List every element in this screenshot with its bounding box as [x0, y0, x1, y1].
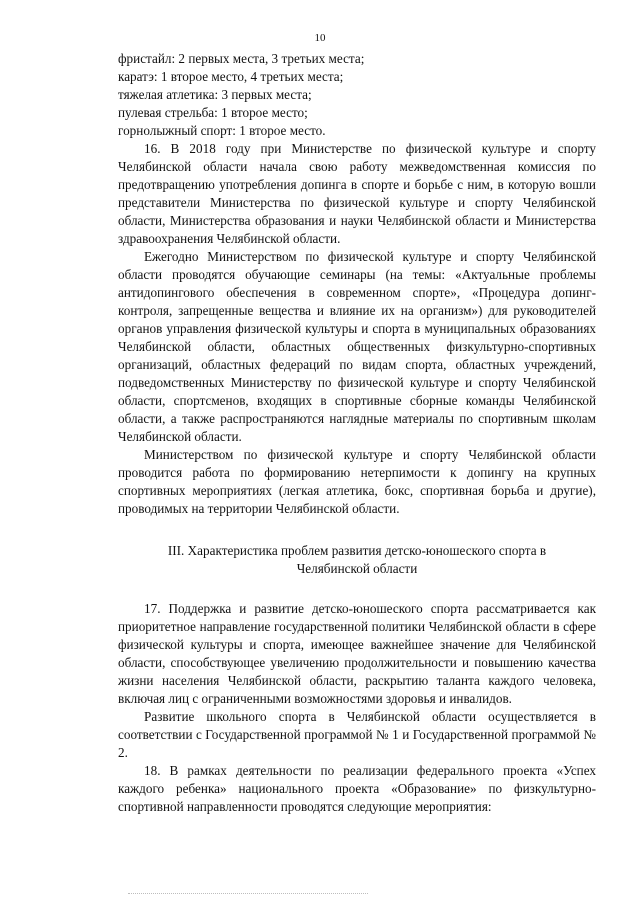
section-heading-line2: Челябинской области [296, 561, 418, 576]
paragraph-intolerance: Министерством по физической культуре и спорту Челябинской области проводится работа по формированию нетерпимости к допингу на крупных спортивных мероприятиях (легкая атлетика, бокс, спортивная борьба и другие), проводимых на территории Челябинской области. [118, 447, 596, 516]
paragraph-seminars: Ежегодно Министерством по физической культуре и спорту Челябинской области проводятся обучающие семинары (на темы: «Актуальные проблемы антидопингового обеспечения в современном спорте», «Процедура допинг-контроля, запрещенные вещества и влияние их на организм») для руководителей органов управления физической культуры и спорта в муниципальных образованиях Челябинской области, областных общественных физкультурно-спортивных организаций, областных федераций по видам спорта, областных учреждений, подведомственных Министерству по физической культуре и спорту Челябинской области, спортсменов, входящих в спортивные сборные команды Челябинской области, а также распространяются наглядные материалы по спортивным школам Челябинской области. [118, 249, 596, 444]
paragraph-16: 16. В 2018 году при Министерстве по физической культуре и спорту Челябинской области начала свою работу межведомственная комиссия по предотвращению употребления допинга в спорте и борьбе с ним, в которую вошли представители Министерства по физической культуре и спорту Челябинской области, Министерства образования и науки Челябинской области и Министерства здравоохранения Челябинской области. [118, 141, 596, 246]
list-item: горнолыжный спорт: 1 второе место. [118, 123, 326, 138]
list-item: тяжелая атлетика: 3 первых места; [118, 87, 312, 102]
list-item: пулевая стрельба: 1 второе место; [118, 105, 308, 120]
list-item: каратэ: 1 второе место, 4 третьих места; [118, 69, 344, 84]
paragraph-18: 18. В рамках деятельности по реализации федерального проекта «Успех каждого ребенка» национального проекта «Образование» по физкультурно-спортивной направленности проводятся следующие мероприятия: [118, 763, 596, 814]
paragraph-17: 17. Поддержка и развитие детско-юношеского спорта рассматривается как приоритетное направление государственной политики Челябинской области в сфере физической культуры и спорта, имеющее важнейшее значение для Челябинской области, способствующее увеличению продолжительности и повышению качества жизни населения Челябинской области, раскрытию таланта каждого человека, включая лиц с ограниченными возможностями здоровья и инвалидов. [118, 601, 596, 706]
list-item: фристайл: 2 первых места, 3 третьих места; [118, 51, 365, 66]
section-heading [118, 542, 596, 578]
document-body [118, 50, 596, 816]
page-number: 10 [314, 32, 326, 44]
bottom-divider [128, 893, 368, 894]
section-heading-line1: III. Характеристика проблем развития детско-юношеского спорта в [167, 543, 547, 558]
paragraph-school-sport: Развитие школьного спорта в Челябинской области осуществляется в соответствии с Государственной программой № 1 и Государственной программой № 2. [118, 709, 596, 760]
